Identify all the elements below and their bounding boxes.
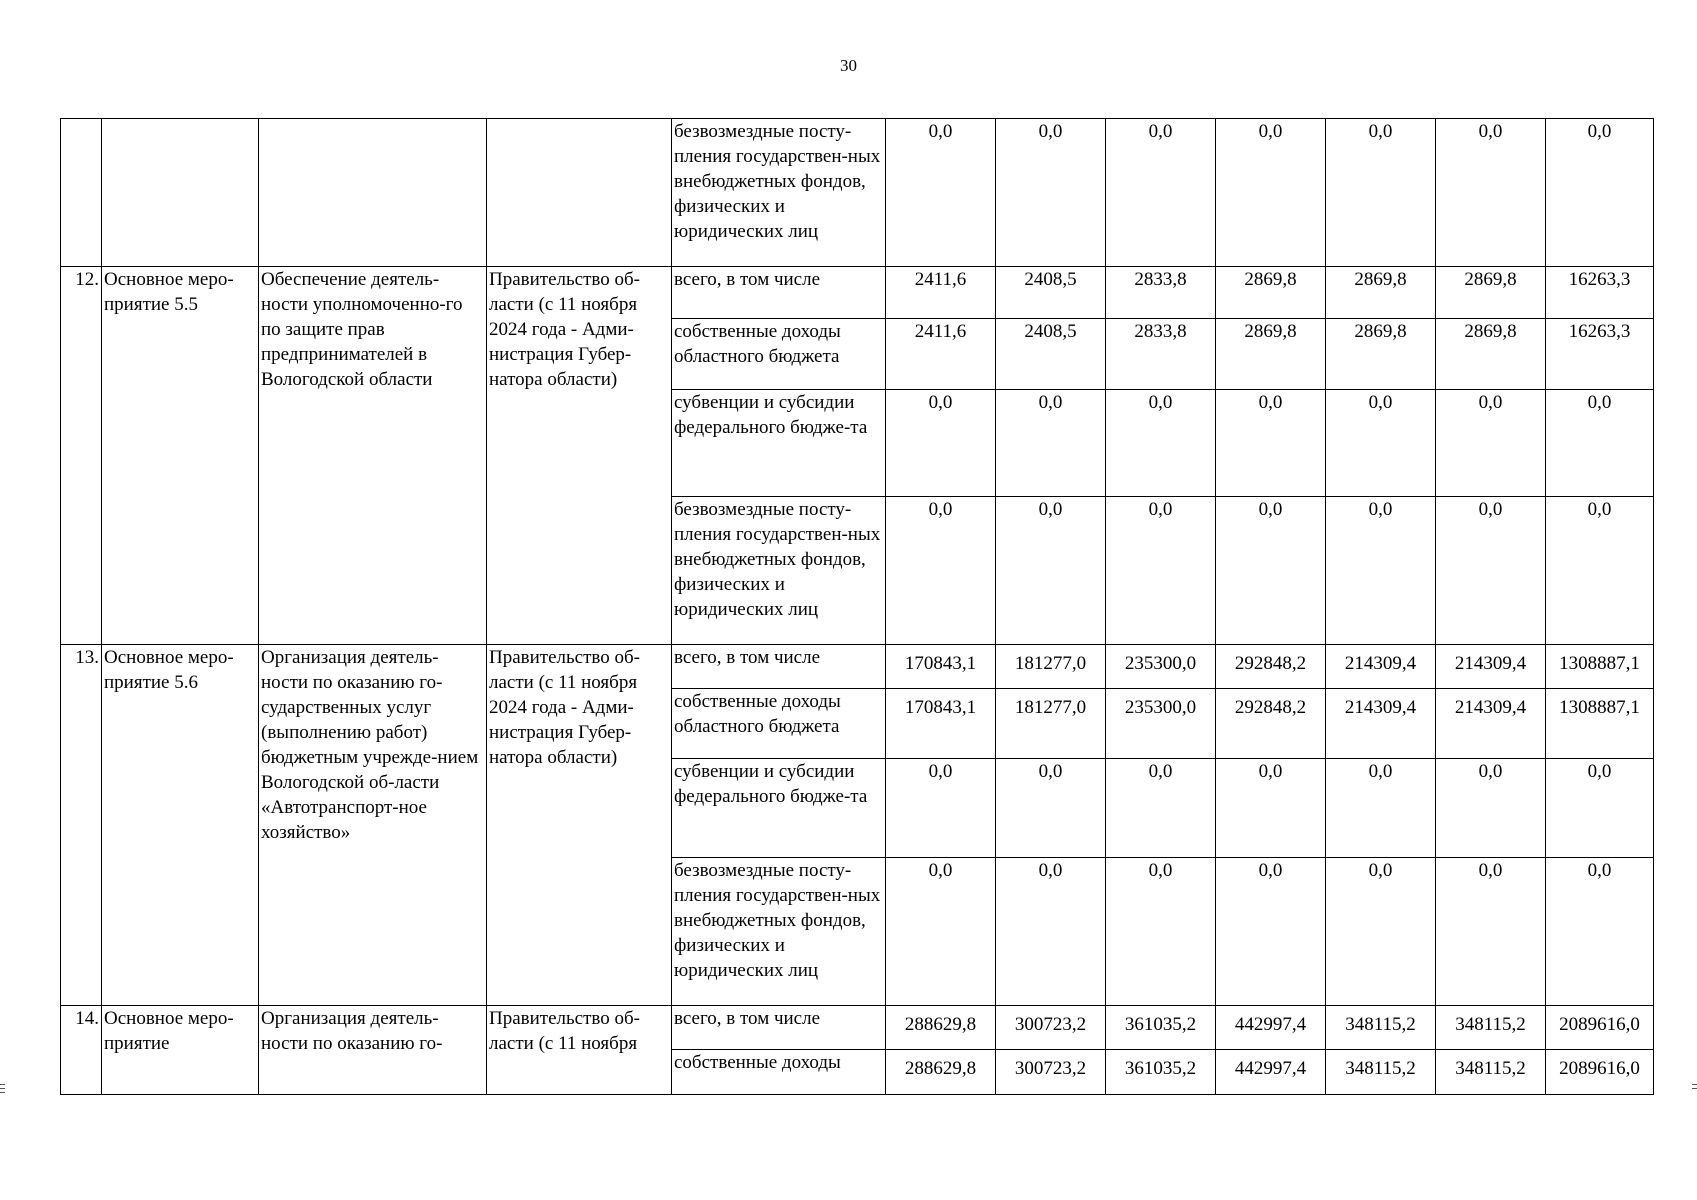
funding-source-label: безвозмездные посту-пления государствен-ных внебюджетных фондов, физических и юридических лиц — [672, 858, 886, 1006]
value-cell: 361035,2 — [1106, 1006, 1216, 1050]
funding-source-label: собственные доходы областного бюджета — [672, 319, 886, 390]
value-cell: 0,0 — [1106, 390, 1216, 497]
value-cell: 300723,2 — [996, 1006, 1106, 1050]
funding-source-label: собственные доходы — [672, 1050, 886, 1095]
value-cell: 348115,2 — [1326, 1050, 1436, 1095]
value-cell: 292848,2 — [1216, 645, 1326, 689]
value-cell: 0,0 — [1546, 858, 1654, 1006]
value-cell: 442997,4 — [1216, 1050, 1326, 1095]
description-cell: Организация деятель-ности по оказанию го-сударственных услуг (выполнению работ) бюджетным учрежде-нием Вологодской об-ласти «Автотранспорт-ное хозяйство» — [259, 645, 487, 1006]
value-cell: 288629,8 — [886, 1006, 996, 1050]
value-cell: 0,0 — [886, 858, 996, 1006]
value-cell: 0,0 — [996, 759, 1106, 858]
value-cell: 214309,4 — [1326, 645, 1436, 689]
value-cell: 0,0 — [1216, 390, 1326, 497]
executor-cell: Правительство об-ласти (с 11 ноября — [487, 1006, 672, 1095]
value-cell: 214309,4 — [1326, 689, 1436, 759]
scan-mark — [1692, 1084, 1697, 1085]
value-cell: 2869,8 — [1326, 267, 1436, 319]
funding-source-label: всего, в том числе — [672, 1006, 886, 1050]
funding-source-label: безвозмездные посту-пления государствен-ных внебюджетных фондов, физических и юридических лиц — [672, 119, 886, 267]
executor-cell: Правительство об-ласти (с 11 ноября 2024 года - Адми-нистрация Губер-натора области) — [487, 267, 672, 645]
value-cell: 235300,0 — [1106, 689, 1216, 759]
value-cell: 288629,8 — [886, 1050, 996, 1095]
value-cell: 235300,0 — [1106, 645, 1216, 689]
table-row — [61, 119, 1654, 267]
value-cell: 2869,8 — [1326, 319, 1436, 390]
value-cell: 0,0 — [996, 497, 1106, 645]
description-cell — [259, 119, 487, 267]
value-cell: 0,0 — [996, 390, 1106, 497]
value-cell: 2089616,0 — [1546, 1006, 1654, 1050]
description-cell: Обеспечение деятель-ности уполномоченно-го по защите прав предпринимателей в Вологодской области — [259, 267, 487, 645]
value-cell: 348115,2 — [1326, 1006, 1436, 1050]
value-cell: 0,0 — [1546, 119, 1654, 267]
value-cell: 2408,5 — [996, 319, 1106, 390]
value-cell: 0,0 — [886, 119, 996, 267]
value-cell: 2411,6 — [886, 267, 996, 319]
scan-mark — [0, 1088, 5, 1089]
value-cell: 214309,4 — [1436, 645, 1546, 689]
value-cell: 170843,1 — [886, 689, 996, 759]
value-cell: 292848,2 — [1216, 689, 1326, 759]
event-cell — [102, 119, 259, 267]
value-cell: 181277,0 — [996, 645, 1106, 689]
value-cell: 0,0 — [886, 497, 996, 645]
value-cell: 0,0 — [1436, 119, 1546, 267]
value-cell: 2408,5 — [996, 267, 1106, 319]
value-cell: 0,0 — [1106, 759, 1216, 858]
funding-source-label: субвенции и субсидии федерального бюдже-та — [672, 759, 886, 858]
table-row — [61, 1006, 1654, 1050]
value-cell: 0,0 — [1326, 390, 1436, 497]
value-cell: 170843,1 — [886, 645, 996, 689]
budget-table — [60, 118, 1654, 1095]
value-cell: 2869,8 — [1216, 319, 1326, 390]
row-number-cell: 14. — [61, 1006, 102, 1095]
row-number-cell: 12. — [61, 267, 102, 645]
value-cell: 0,0 — [1326, 119, 1436, 267]
executor-cell: Правительство об-ласти (с 11 ноября 2024 года - Адми-нистрация Губер-натора области) — [487, 645, 672, 1006]
value-cell: 16263,3 — [1546, 267, 1654, 319]
value-cell: 1308887,1 — [1546, 645, 1654, 689]
value-cell: 0,0 — [886, 759, 996, 858]
value-cell: 2869,8 — [1436, 319, 1546, 390]
row-number-cell — [61, 119, 102, 267]
value-cell: 348115,2 — [1436, 1050, 1546, 1095]
value-cell: 361035,2 — [1106, 1050, 1216, 1095]
value-cell: 2833,8 — [1106, 267, 1216, 319]
funding-source-label: субвенции и субсидии федерального бюдже-та — [672, 390, 886, 497]
value-cell: 0,0 — [996, 858, 1106, 1006]
value-cell: 0,0 — [1326, 497, 1436, 645]
value-cell: 300723,2 — [996, 1050, 1106, 1095]
value-cell: 0,0 — [1106, 858, 1216, 1006]
value-cell: 0,0 — [1546, 390, 1654, 497]
executor-cell — [487, 119, 672, 267]
value-cell: 2869,8 — [1436, 267, 1546, 319]
value-cell: 0,0 — [1216, 858, 1326, 1006]
value-cell: 0,0 — [1216, 497, 1326, 645]
value-cell: 0,0 — [1326, 759, 1436, 858]
funding-source-label: всего, в том числе — [672, 267, 886, 319]
event-cell: Основное меро-приятие 5.5 — [102, 267, 259, 645]
value-cell: 1308887,1 — [1546, 689, 1654, 759]
value-cell: 0,0 — [1106, 119, 1216, 267]
value-cell: 0,0 — [996, 119, 1106, 267]
value-cell: 0,0 — [1106, 497, 1216, 645]
value-cell: 348115,2 — [1436, 1006, 1546, 1050]
page-number: 30 — [840, 56, 857, 75]
value-cell: 0,0 — [1436, 390, 1546, 497]
value-cell: 0,0 — [886, 390, 996, 497]
value-cell: 16263,3 — [1546, 319, 1654, 390]
value-cell: 0,0 — [1436, 497, 1546, 645]
row-number-cell: 13. — [61, 645, 102, 1006]
value-cell: 0,0 — [1546, 759, 1654, 858]
scan-mark — [1692, 1088, 1697, 1089]
table-row — [61, 267, 1654, 319]
value-cell: 0,0 — [1546, 497, 1654, 645]
value-cell: 0,0 — [1216, 759, 1326, 858]
event-cell: Основное меро-приятие 5.6 — [102, 645, 259, 1006]
value-cell: 214309,4 — [1436, 689, 1546, 759]
scan-mark — [0, 1092, 5, 1093]
value-cell: 442997,4 — [1216, 1006, 1326, 1050]
funding-source-label: всего, в том числе — [672, 645, 886, 689]
description-cell: Организация деятель-ности по оказанию го- — [259, 1006, 487, 1095]
funding-source-label: собственные доходы областного бюджета — [672, 689, 886, 759]
value-cell: 2869,8 — [1216, 267, 1326, 319]
funding-source-label: безвозмездные посту-пления государствен-ных внебюджетных фондов, физических и юридических лиц — [672, 497, 886, 645]
event-cell: Основное меро-приятие — [102, 1006, 259, 1095]
value-cell: 2833,8 — [1106, 319, 1216, 390]
value-cell: 0,0 — [1216, 119, 1326, 267]
table-row — [61, 645, 1654, 689]
value-cell: 0,0 — [1326, 858, 1436, 1006]
value-cell: 2411,6 — [886, 319, 996, 390]
value-cell: 0,0 — [1436, 858, 1546, 1006]
value-cell: 0,0 — [1436, 759, 1546, 858]
value-cell: 181277,0 — [996, 689, 1106, 759]
value-cell: 2089616,0 — [1546, 1050, 1654, 1095]
scan-mark — [0, 1084, 5, 1085]
